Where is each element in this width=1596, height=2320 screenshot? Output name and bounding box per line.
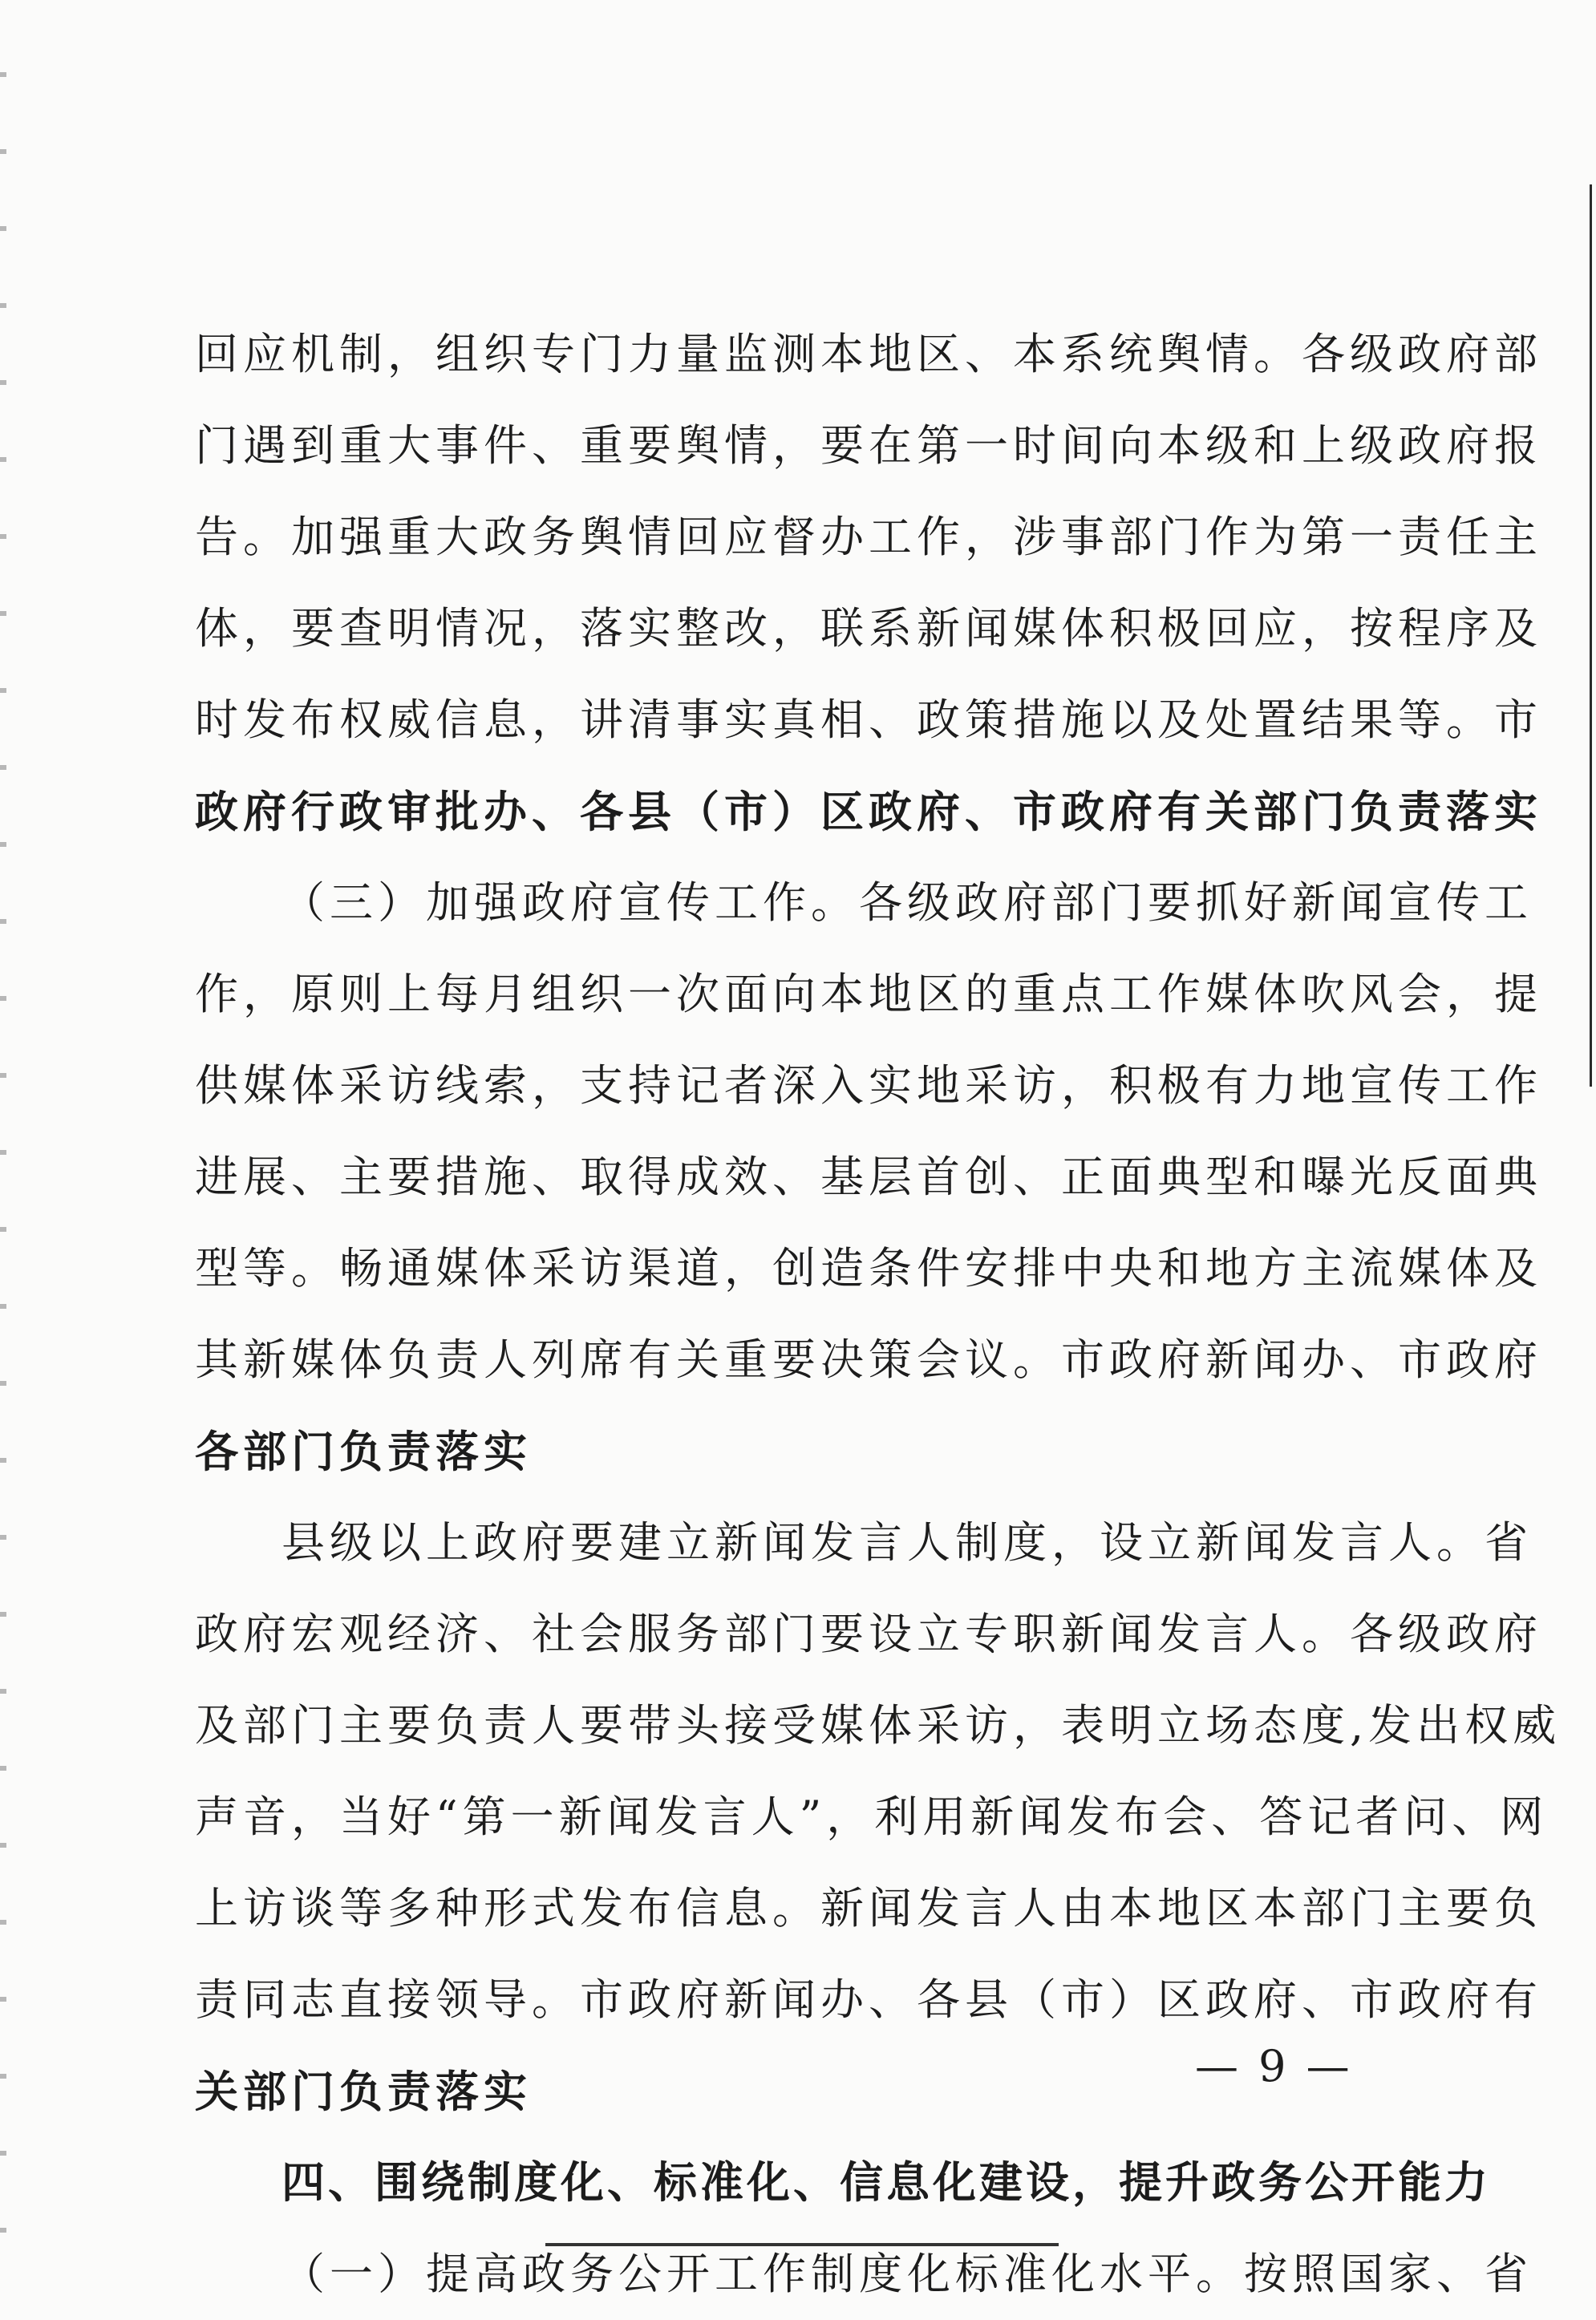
text-line-8: 作，原则上每月组织一次面向本地区的重点工作媒体吹风会，提 (195, 969, 1542, 1019)
binding-edge-line (1590, 184, 1592, 1087)
text-line-10: 进展、主要措施、取得成效、基层首创、正面典型和曝光反面典 (195, 1152, 1542, 1202)
text-line-18: 上访谈等多种形式发布信息。新闻发言人由本地区本部门主要负 (195, 1883, 1542, 1933)
text-line-1: 回应机制，组织专门力量监测本地区、本系统舆情。各级政府部 (195, 329, 1542, 379)
page-number: — 9 — (1195, 2041, 1353, 2091)
text-line-14: 县级以上政府要建立新闻发言人制度，设立新闻发言人。省 (282, 1517, 1533, 1568)
responsibility-line-3: 关部门负责落实 (195, 2066, 532, 2117)
text-line-15: 政府宏观经济、社会服务部门要设立专职新闻发言人。各级政府 (195, 1609, 1542, 1659)
responsibility-line-1: 政府行政审批办、各县（市）区政府、市政府有关部门负责落实 (195, 786, 1542, 837)
text-line-4: 体，要查明情况，落实整改，联系新闻媒体积极回应，按程序及 (195, 603, 1542, 654)
text-line-16: 及部门主要负责人要带头接受媒体采访，表明立场态度,发出权威 (195, 1700, 1562, 1751)
scan-edge-marks (0, 0, 6, 2251)
text-line-7: （三）加强政府宣传工作。各级政府部门要抓好新闻宣传工 (282, 877, 1533, 928)
responsibility-line-2: 各部门负责落实 (195, 1426, 532, 1477)
section-heading: 四、围绕制度化、标准化、信息化建设，提升政务公开能力 (282, 2157, 1491, 2208)
text-line-17: 声音，当好“第一新闻发言人”，利用新闻发布会、答记者问、网 (195, 1792, 1549, 1842)
text-line-9: 供媒体采访线索，支持记者深入实地采访，积极有力地宣传工作 (195, 1060, 1542, 1111)
text-line-19: 责同志直接领导。市政府新闻办、各县（市）区政府、市政府有 (195, 1974, 1542, 2025)
text-line-3: 告。加强重大政务舆情回应督办工作，涉事部门作为第一责任主 (195, 512, 1542, 562)
text-line-2: 门遇到重大事件、重要舆情，要在第一时间向本级和上级政府报 (195, 420, 1542, 471)
bottom-edge-line (545, 2243, 1059, 2246)
text-line-5: 时发布权威信息，讲清事实真相、政策措施以及处置结果等。市 (195, 694, 1542, 745)
body-text (195, 309, 1562, 2320)
text-line-12: 其新媒体负责人列席有关重要决策会议。市政府新闻办、市政府 (195, 1334, 1542, 1385)
text-line-22: （一）提高政务公开工作制度化标准化水平。按照国家、省 (282, 2249, 1533, 2299)
text-line-11: 型等。畅通媒体采访渠道，创造条件安排中央和地方主流媒体及 (195, 1243, 1542, 1294)
